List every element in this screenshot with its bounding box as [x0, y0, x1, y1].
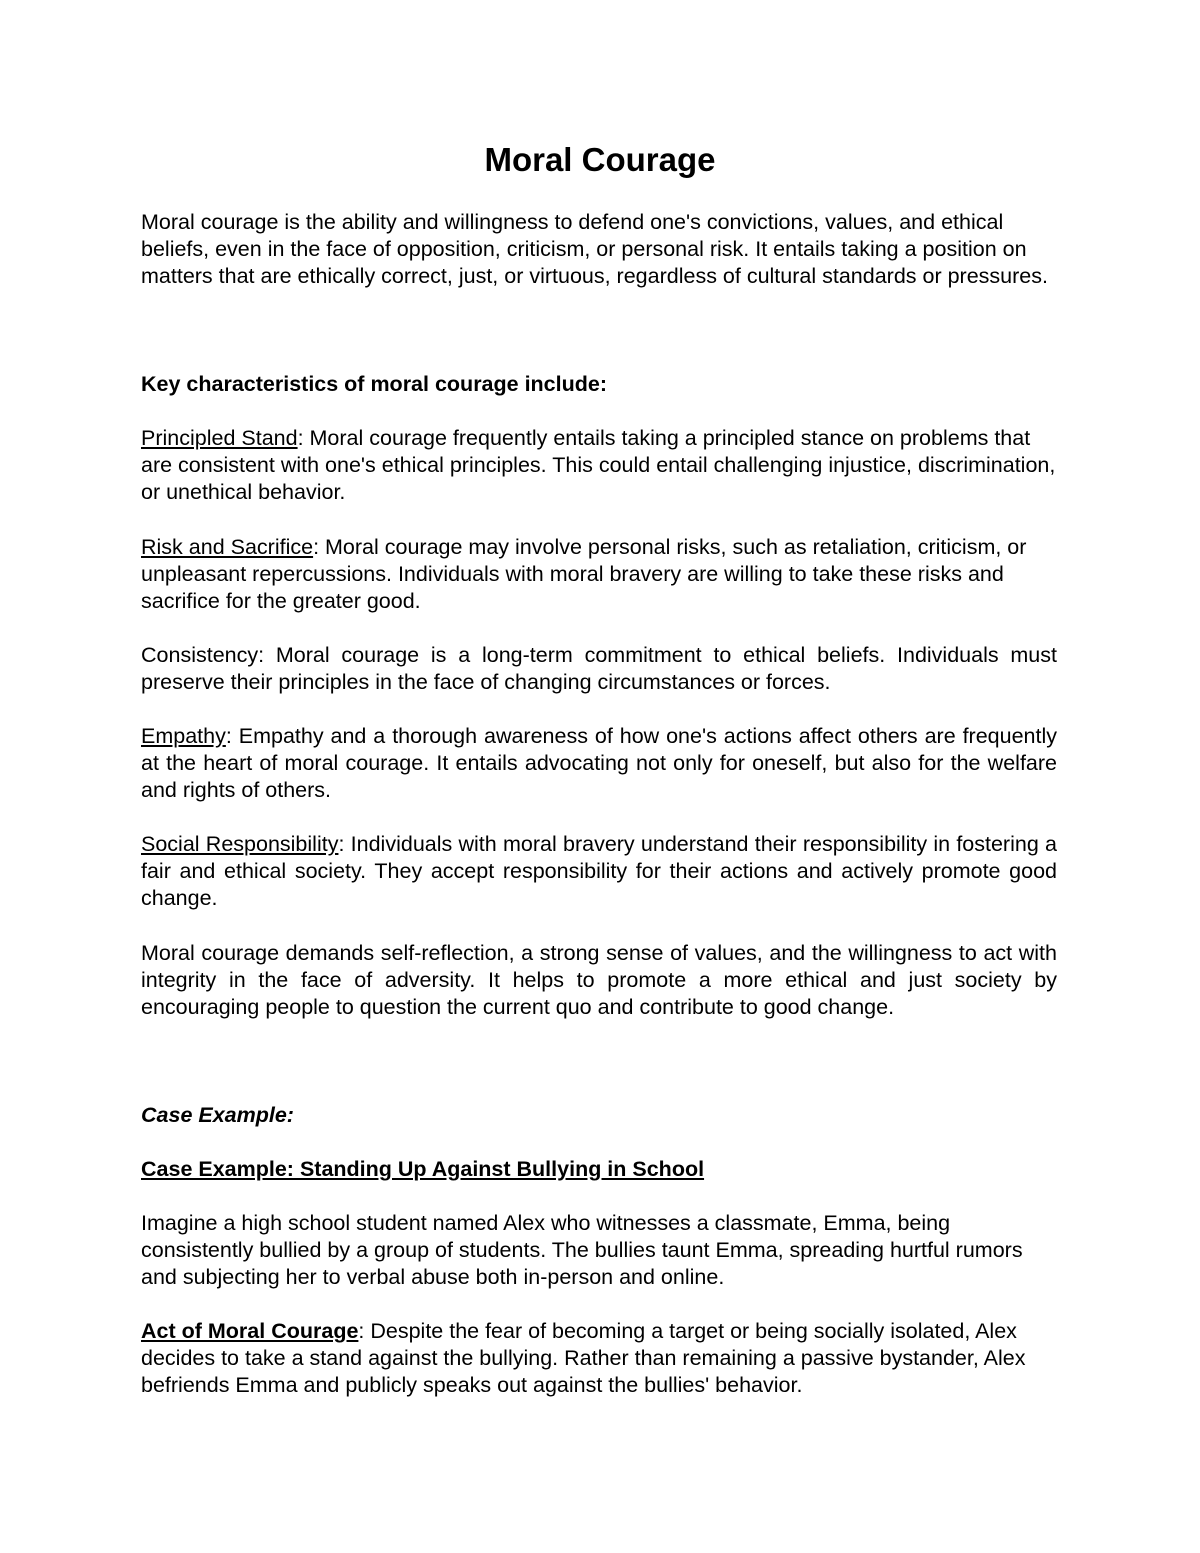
- act-of-moral-courage-paragraph: [141, 1318, 1057, 1400]
- social-responsibility-paragraph: [141, 831, 1057, 913]
- risk-sacrifice-text: : Moral courage may involve personal risks, such as retaliation, criticism, or unpleasant repercussions. Individuals with moral bravery are willing to take these risks and sacrifice for the greater good.: [141, 535, 1027, 614]
- principled-stand-paragraph: [141, 425, 1057, 507]
- risk-sacrifice-term: Risk and Sacrifice: [141, 535, 314, 559]
- social-responsibility-text: : Individuals with moral bravery understand their responsibility in fostering a fair and ethical society. They accept responsibility for their actions and actively promote good change.: [141, 832, 1057, 911]
- case-intro-paragraph: Imagine a high school student named Alex who witnesses a classmate, Emma, being consistently bullied by a group of students. The bullies taunt Emma, spreading hurtful rumors and subjecting her to verbal abuse both in-person and online.: [141, 1211, 1023, 1290]
- empathy-text: : Empathy and a thorough awareness of how one's actions affect others are frequently at the heart of moral courage. It entails advocating not only for oneself, but also for the welfare and rights of others.: [141, 724, 1057, 803]
- consistency-paragraph: Consistency: Moral courage is a long-term commitment to ethical beliefs. Individuals must preserve their principles in the face of changing circumstances or forces.: [141, 643, 1057, 695]
- principled-stand-text: : Moral courage frequently entails taking a principled stance on problems that are consistent with one's ethical principles. This could entail challenging injustice, discrimination, or unethical behavior.: [141, 426, 1056, 505]
- page-title: Moral Courage: [484, 141, 716, 178]
- key-characteristics-heading: Key characteristics of moral courage include:: [141, 372, 607, 396]
- empathy-term: Empathy: [141, 724, 226, 748]
- act-of-moral-courage-term: Act of Moral Courage: [141, 1319, 359, 1343]
- case-example-title: Case Example: Standing Up Against Bullying in School: [141, 1157, 705, 1181]
- principled-stand-term: Principled Stand: [141, 426, 298, 450]
- conclusion-paragraph: Moral courage demands self-reflection, a strong sense of values, and the willingness to act with integrity in the face of adversity. It helps to promote a more ethical and just society by encouraging people to question the current quo and contribute to good change.: [141, 941, 1057, 1020]
- act-of-moral-courage-text: : Despite the fear of becoming a target or being socially isolated, Alex decides to take a stand against the bullying. Rather than remaining a passive bystander, Alex befriends Emma and publicly speaks out against the bullies' behavior.: [141, 1319, 1026, 1398]
- case-example-label: Case Example:: [141, 1103, 294, 1127]
- empathy-paragraph: [141, 723, 1057, 805]
- intro-paragraph: Moral courage is the ability and willingness to defend one's convictions, values, and ethical beliefs, even in the face of opposition, criticism, or personal risk. It entails taking a position on matters that are ethically correct, just, or virtuous, regardless of cultural standards or pressures.: [141, 210, 1048, 289]
- risk-sacrifice-paragraph: [141, 534, 1057, 616]
- social-responsibility-term: Social Responsibility: [141, 832, 339, 856]
